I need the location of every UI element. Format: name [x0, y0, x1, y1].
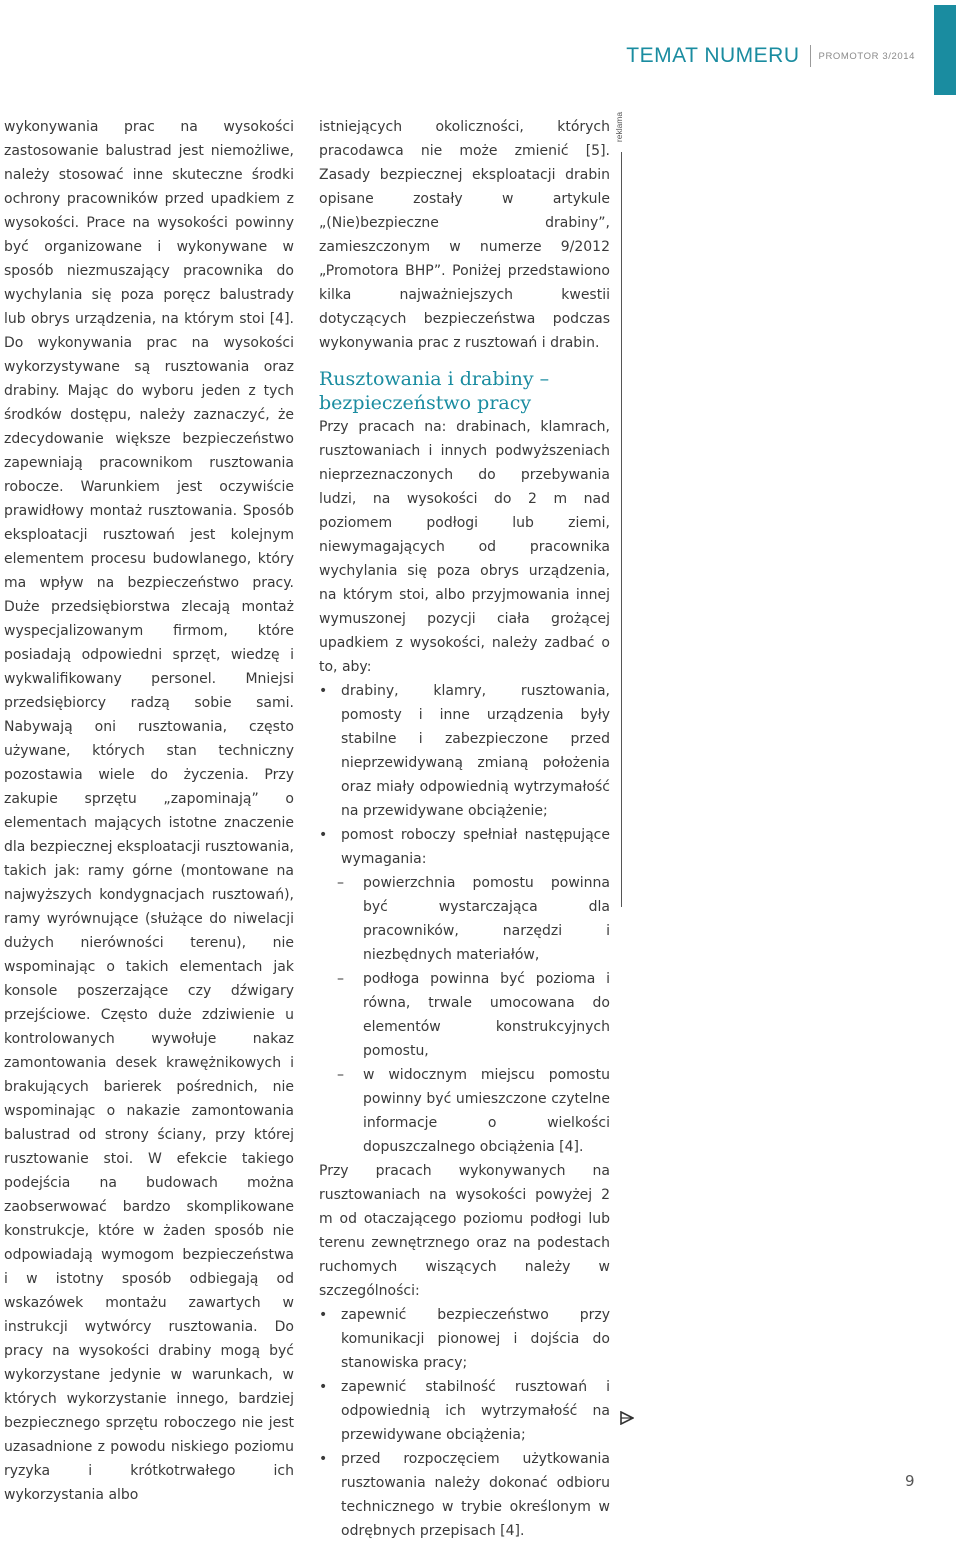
intro-paragraph: istniejących okoliczności, których pracodawca nie może zmienić [5]. Zasady bezpiecznej eksploatacji drabin opisane zostały w artykule „(Nie)bezpieczne drabiny”, zamieszczonym w numerze 9/2012 „Promotora BHP”. Poniżej przedstawiono kilka najważniejszych kwestii dotyczących bezpieczeństwa podczas wykonywania prac z rusztowań i drabin. [319, 119, 610, 351]
list-item-text: pomost roboczy spełniał następujące wymagania: [341, 827, 610, 867]
body-paragraph: Przy pracach na: drabinach, klamrach, rusztowaniach i innych podwyższeniach nieprzeznaczonych do przebywania ludzi, na wysokości do 2 m nad poziomem podłogi lub ziemi, niewymagających od pracownika wychylania się poza obrys urządzenia, na którym stoi, albo przyjmowania innej wymuszonej pozycji ciała grożącej upadkiem z wysokości, należy zadbać o to, aby: [319, 419, 610, 675]
right-column [319, 115, 610, 1543]
section-title: TEMAT NUMERU [626, 44, 800, 67]
side-label: reklama [614, 111, 625, 143]
advertisement-marker [612, 100, 632, 900]
list-item: – w widocznym miejscu pomostu powinny być umieszczone czytelne informacje o wielkości dopuszczalnego obciążenia [4]. [319, 1063, 610, 1159]
list-item: • zapewnić stabilność rusztowań i odpowiednią ich wytrzymałość na przewidywane obciążenia; [319, 1375, 610, 1447]
list-item: • drabiny, klamry, rusztowania, pomosty i inne urządzenia były stabilne i zabezpieczone przed nieprzewidywaną zmianą położenia oraz miały odpowiednią wytrzymałość na przewidywane obciążenie; [319, 679, 610, 823]
end-of-article-icon [620, 1411, 634, 1425]
bullet-list [319, 1303, 610, 1543]
page-number: 9 [905, 1472, 915, 1490]
list-item: • przed rozpoczęciem użytkowania rusztowania należy dokonać odbioru technicznego w trybie określonym w odrębnych przepisach [4]. [319, 1447, 610, 1543]
side-rule [621, 152, 622, 907]
left-column [4, 115, 294, 1507]
body-paragraph: Przy pracach wykonywanych na rusztowaniach na wysokości powyżej 2 m od otaczającego poziomu podłogi lub terenu zewnętrznego oraz na podestach ruchomych wiszących należy w szczególności: [319, 1163, 610, 1299]
list-item: – powierzchnia pomostu powinna być wystarczająca dla pracowników, narzędzi i niezbędnych materiałów, [319, 871, 610, 967]
section-color-tab [934, 5, 956, 95]
section-heading: Rusztowania i drabiny – bezpieczeństwo pracy [319, 368, 550, 414]
list-item [319, 823, 610, 1159]
list-item: • zapewnić bezpieczeństwo przy komunikacji pionowej i dojścia do stanowiska pracy; [319, 1303, 610, 1375]
body-paragraph: wykonywania prac na wysokości zastosowanie balustrad jest niemożliwe, należy stosować inne skuteczne środki ochrony pracowników przed upadkiem z wysokości. Prace na wysokości powinny być organizowane i wykonywane w sposób niezmuszający pracownika do wychylania się poza poręcz balustrady lub obrys urządzenia, na którym stoi [4]. Do wykonywania prac na wysokości wykorzystywane są rusztowania oraz drabiny. Mając do wyboru jeden z tych środków dostępu, należy zaznaczyć, że zdecydowanie większe bezpieczeństwo zapewniają pracownikom rusztowania robocze. Warunkiem jest oczywiście prawidłowy montaż rusztowania. Sposób eksploatacji rusztowań jest kolejnym elementem procesu budowlanego, który ma wpływ na bezpieczeństwo pracy. Duże przedsiębiorstwa zlecają montaż wyspecjalizowanym firmom, które posiadają odpowiedni sprzęt, wiedzę i wykwalifikowany personel. Mniejsi przedsiębiorcy radzą sobie sami. Nabywają oni rusztowania, często używane, których stan techniczny pozostawia wiele do życzenia. Przy zakupie sprzętu „zapominają” o elementach mających istotne znaczenie dla bezpiecznej eksploatacji rusztowania, takich jak: ramy górne (montowane na najwyższych kondygnacjach rusztowań), ramy wyrównujące (służące do niwelacji dużych nierówności terenu), nie wspominając o takich elementach jak konsole poszerzające czy dźwigary przejściowe. Często duże zdziwienie u kontrolowanych wywołuje nakaz zamontowania desek krawężnikowych i brakujących barierek pośrednich, nie wspominając o nakazie zamontowania balustrad od strony ściany, przy której rusztowanie stoi. W efekcie takiego podejścia na budowach można zaobserwować bardzo skomplikowane konstrukcje, które w żaden sposób nie odpowiadają wymogom bezpieczeństwa i w istotny sposób odbiegają od wskazówek montażu zawartych w instrukcji wytwórcy rusztowania. Do pracy na wysokości drabiny mogą być wykorzystane jedynie w warunkach, w których wykorzystanie innego, bardziej bezpiecznego sprzętu roboczego nie jest uzasadnione z powodu niskiego poziomu ryzyka i krótkotrwałego ich wykorzystania albo [4, 119, 294, 1503]
header-divider [810, 45, 811, 67]
dash-list [319, 871, 610, 1159]
issue-label: PROMOTOR 3/2014 [818, 50, 915, 62]
running-header [560, 44, 915, 68]
list-item: – podłoga powinna być pozioma i równa, trwale umocowana do elementów konstrukcyjnych pomostu, [319, 967, 610, 1063]
bullet-list [319, 679, 610, 1159]
